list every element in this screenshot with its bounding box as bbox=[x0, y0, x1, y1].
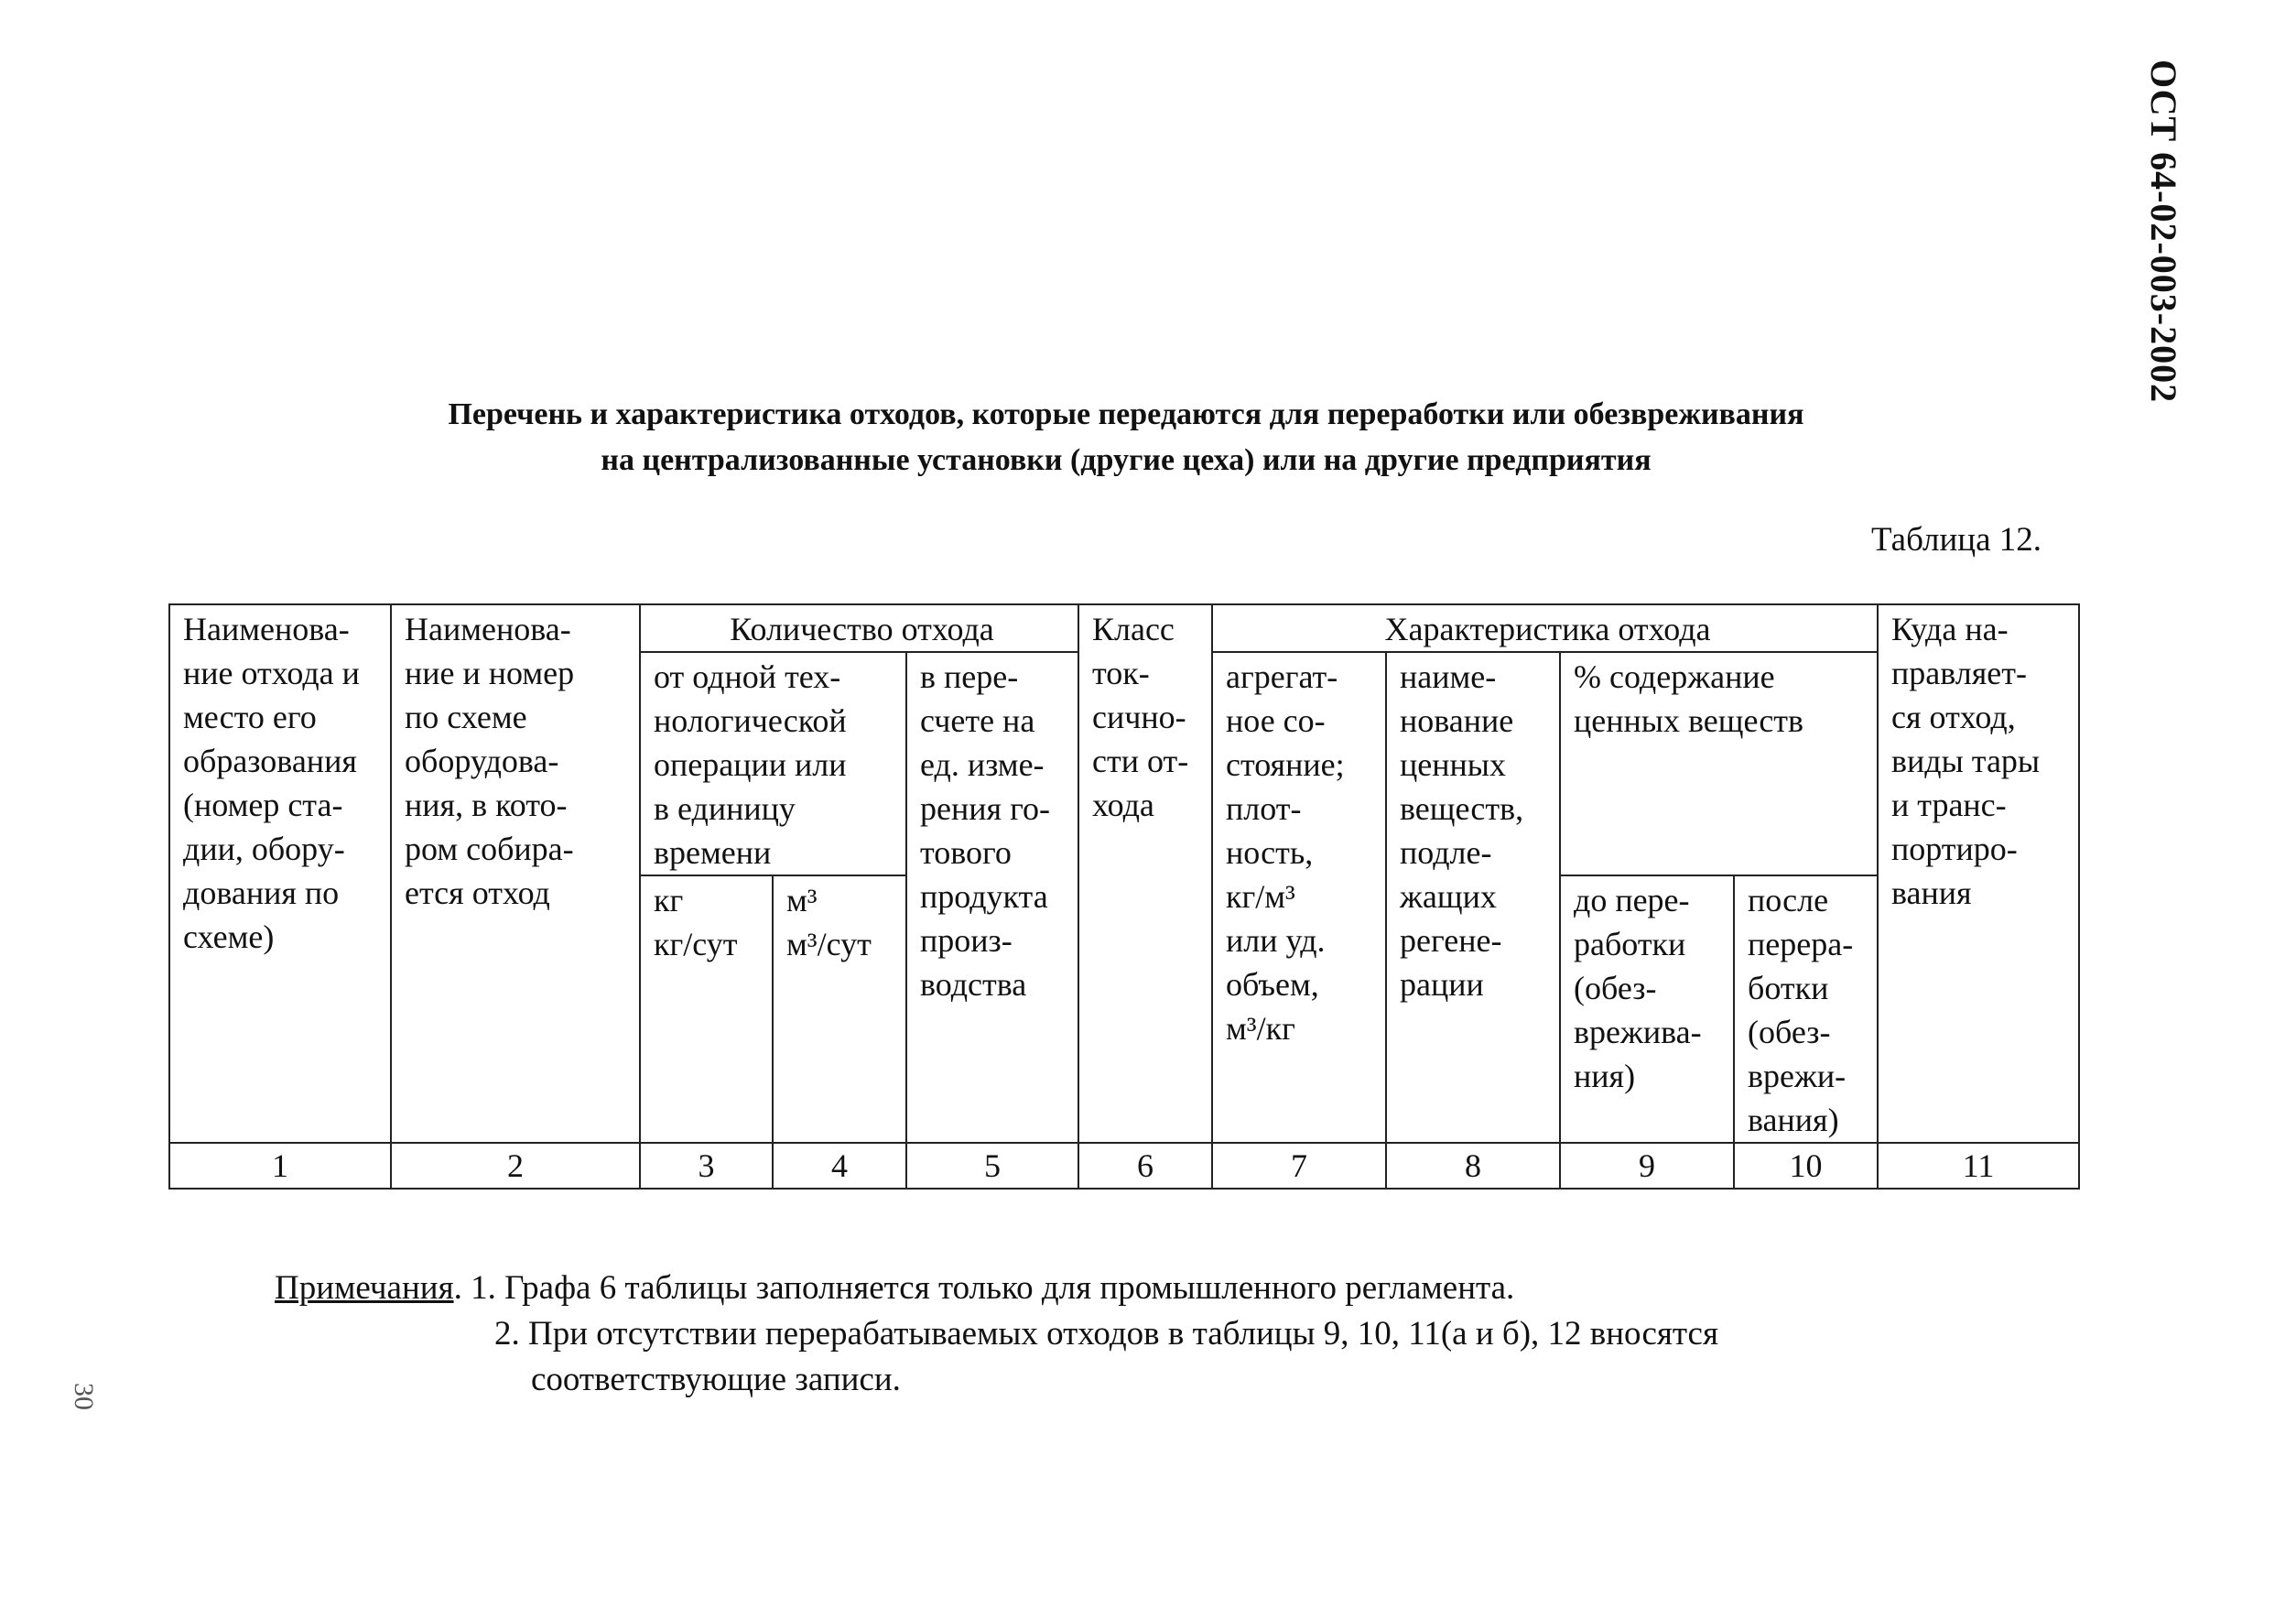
header-after-processing: после перера- ботки (обез- врежи- вания) bbox=[1734, 875, 1878, 1143]
header-qty-kg: кг кг/сут bbox=[640, 875, 773, 1143]
column-number: 5 bbox=[906, 1143, 1078, 1189]
column-number: 8 bbox=[1386, 1143, 1560, 1189]
title-line-2: на централизованные установки (другие цеха) или на другие предприятия bbox=[601, 443, 1652, 477]
document-title bbox=[229, 392, 2023, 483]
notes-heading: Примечания bbox=[275, 1269, 454, 1307]
header-qty-per-product: в пере- счете на ед. изме- рения го- тового продукта произ- водства bbox=[906, 652, 1078, 1143]
header-before-processing: до пере- работки (обез- врежива- ния) bbox=[1560, 875, 1734, 1143]
page-number: 30 bbox=[69, 1383, 99, 1410]
column-number: 9 bbox=[1560, 1143, 1734, 1189]
header-equipment: Наименова- ние и номер по схеме оборудова- ния, в кото- ром собира- ется отход bbox=[391, 604, 640, 1143]
note-1 bbox=[275, 1266, 2014, 1311]
header-qty-m3: м³ м³/сут bbox=[773, 875, 906, 1143]
title-line-1: Перечень и характеристика отходов, которые передаются для переработки или обезвреживания bbox=[448, 397, 1804, 431]
note-2: 2. При отсутствии перерабатываемых отходов в таблицы 9, 10, 11(а и б), 12 вносятся bbox=[494, 1315, 1718, 1353]
header-percent-content: % содержание ценных веществ bbox=[1560, 652, 1878, 875]
column-number: 10 bbox=[1734, 1143, 1878, 1189]
notes bbox=[275, 1266, 2014, 1403]
header-quantity-group: Количество отхода bbox=[640, 604, 1078, 652]
header-waste-name: Наименова- ние отхода и место его образования (номер ста- дии, обору- дования по схеме) bbox=[169, 604, 391, 1143]
waste-table bbox=[168, 603, 2080, 1190]
column-number: 4 bbox=[773, 1143, 906, 1189]
header-aggregate-state: агрегат- ное со- стояние; плот- ность, кг/м³ или уд. объем, м³/кг bbox=[1212, 652, 1386, 1143]
column-number: 2 bbox=[391, 1143, 640, 1189]
column-number: 6 bbox=[1078, 1143, 1212, 1189]
column-number: 11 bbox=[1878, 1143, 2079, 1189]
header-characteristics-group: Характеристика отхода bbox=[1212, 604, 1878, 652]
note-1-text: . 1. Графа 6 таблицы заполняется только для промышленного регламента. bbox=[453, 1269, 1515, 1307]
header-destination: Куда на- правляет- ся отход, виды тары и транс- портиро- вания bbox=[1878, 604, 2079, 1143]
column-number: 3 bbox=[640, 1143, 773, 1189]
column-number: 7 bbox=[1212, 1143, 1386, 1189]
note-2-continuation: соответствующие записи. bbox=[531, 1361, 901, 1398]
document-code: ОСТ 64-02-003-2002 bbox=[2143, 60, 2184, 404]
header-toxicity-class: Класс ток- сично- сти от- хода bbox=[1078, 604, 1212, 1143]
header-valuables-name: наиме- нование ценных веществ, подле- жащих регене- рации bbox=[1386, 652, 1560, 1143]
header-qty-per-operation: от одной тех- нологической операции или в единицу времени bbox=[640, 652, 906, 875]
table-number: Таблица 12. bbox=[1871, 521, 2041, 559]
column-number: 1 bbox=[169, 1143, 391, 1189]
